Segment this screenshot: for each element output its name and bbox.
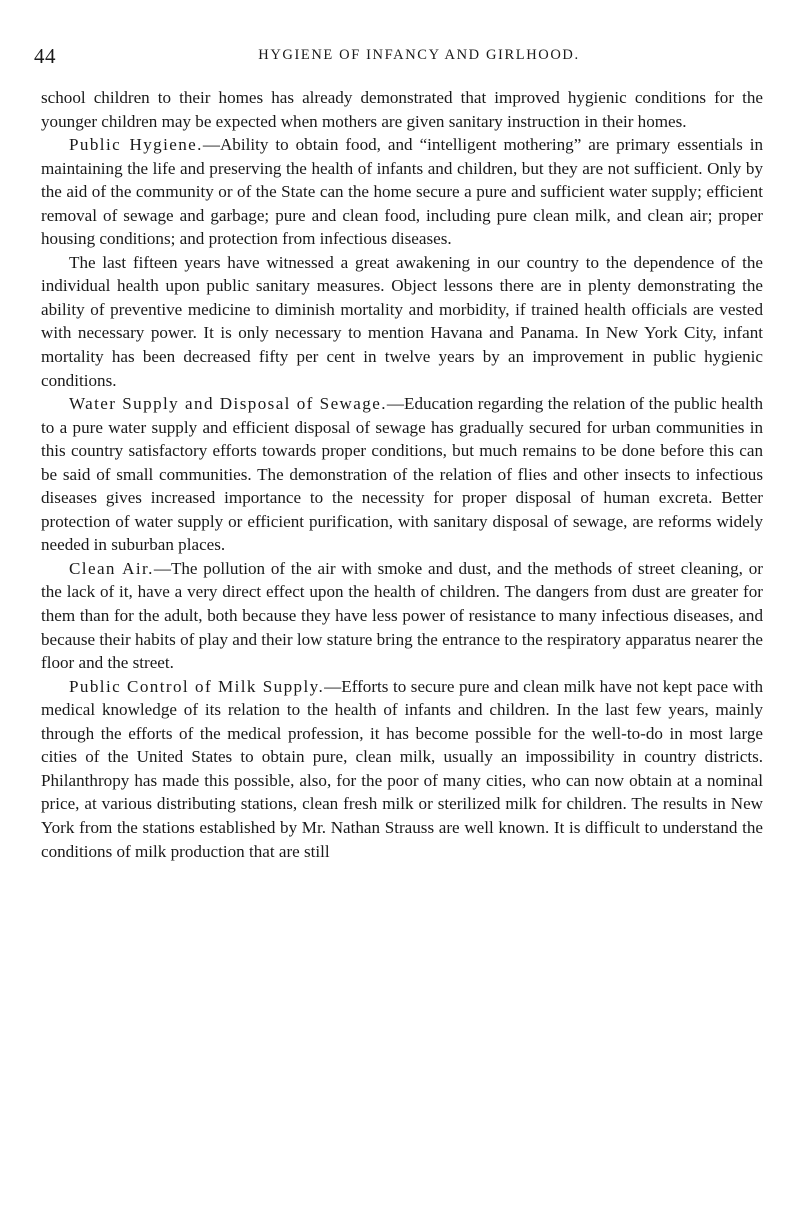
paragraph-text: —The pollution of the air with smoke and dust, and the methods of street cleaning, or the lack of it, have a very direct effect upon the health of children. The dangers from dust are greater for them than for the adult, both because they have less power of resistance to many infectious diseases, and because their habits of play and their low stature bring the entrance to the respiratory apparatus nearer the floor and the street.	[41, 558, 763, 673]
section-heading-water-supply: Water Supply and Disposal of Sewage.	[69, 394, 387, 414]
paragraph-awakening	[41, 251, 763, 392]
section-heading-public-hygiene: Public Hygiene.	[69, 135, 203, 155]
running-title: HYGIENE OF INFANCY AND GIRLHOOD.	[258, 47, 580, 63]
paragraph-text: —Efforts to secure pure and clean milk have not kept pace with medical knowledge of its relation to the health of infants and children. In the last few years, mainly through the efforts of the medical profession, it has become possible for the well-to-do in most large cities of the United States to obtain pure, clean milk, usually an impossibility in country districts. Philanthropy has made this possible, also, for the poor of many cities, who can now obtain at a nominal price, at various distributing stations, clean fresh milk or sterilized milk for children. The results in New York from the stations established by Mr. Nathan Strauss are well known. It is difficult to understand the conditions of milk production that are still	[41, 676, 763, 861]
paragraph-text: The last fifteen years have witnessed a great awakening in our country to the dependence of the individual health upon public sanitary measures. Object lessons there are in plenty demonstrating the ability of preventive medicine to diminish mortality and morbidity, if trained health officials are vested with necessary power. It is only necessary to mention Havana and Panama. In New York City, infant mortality has been decreased fifty per cent in twelve years by an improvement in public hygienic conditions.	[41, 252, 763, 390]
paragraph-milk-supply	[41, 675, 763, 863]
paragraph-text: —Ability to obtain food, and “intelligent mothering” are primary essentials in maintaining the life and preserving the health of infants and children, but they are not sufficient. Only by the aid of the community or of the State can the home secure a pure and sufficient water supply; efficient removal of sewage and garbage; pure and clean food, including pure clean milk, and clean air; proper housing conditions; and protection from infectious diseases.	[41, 135, 763, 249]
page-body	[41, 86, 763, 863]
paragraph-clean-air	[41, 557, 763, 675]
paragraph-text: school children to their homes has already demonstrated that improved hygienic conditions for the younger children may be expected when mothers are given sanitary instruction in their homes.	[41, 88, 763, 131]
paragraph-public-hygiene	[41, 133, 763, 251]
paragraph-water-supply	[41, 392, 763, 557]
page-number: 44	[34, 44, 56, 68]
paragraph-continuation	[41, 86, 763, 133]
running-header	[34, 44, 764, 70]
section-heading-clean-air: Clean Air.	[69, 558, 154, 578]
paragraph-text: —Education regarding the relation of the public health to a pure water supply and efficient disposal of sewage has gradually secured for urban communities in this country satisfactory efforts towards proper conditions, but much remains to be done before this can be said of small communities. The demonstration of the relation of flies and other insects to infectious diseases gives increased importance to the necessity for proper disposal of human excreta. Better protection of water supply or efficient purification, with sanitary disposal of sewage, are reforms widely needed in suburban places.	[41, 394, 763, 555]
section-heading-milk-supply: Public Control of Milk Supply.	[69, 676, 325, 696]
